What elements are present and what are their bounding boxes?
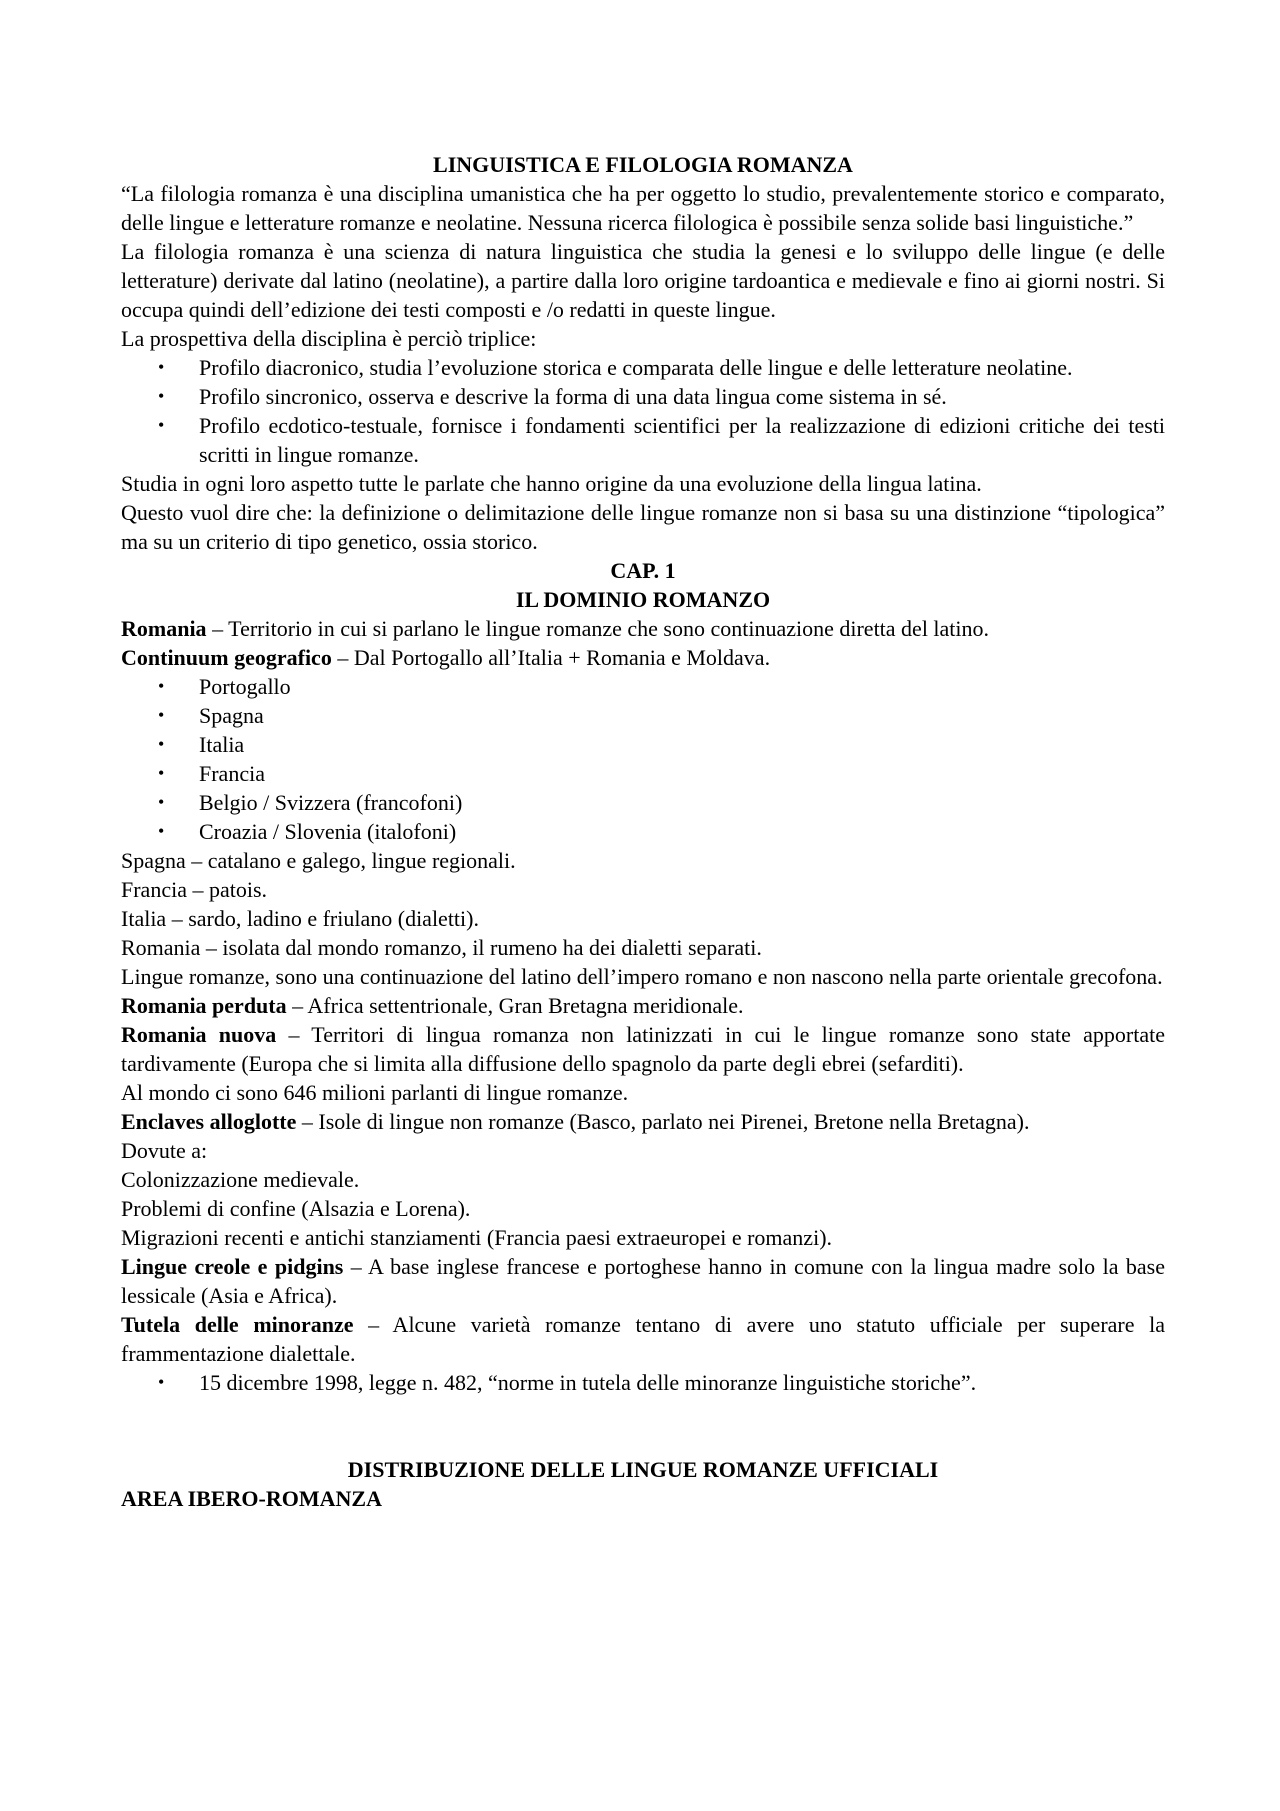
bullet-icon: •: [158, 386, 165, 406]
bullet-icon: •: [158, 676, 165, 696]
list-item: • Spagna: [158, 703, 264, 728]
list-item: • Portogallo: [158, 674, 291, 699]
list-item: • Profilo diacronico, studia l’evoluzione storica e comparata delle lingue e delle letterature neolatine.: [158, 355, 1073, 380]
perspective-intro: La prospettiva della disciplina è perciò triplice:: [121, 326, 537, 351]
creole-definition: Lingue creole e pidgins – A base inglese francese e portoghese hanno in comune con la lingua madre solo la base lessicale (Asia e Africa).: [121, 1254, 1165, 1308]
bullet-icon: •: [158, 763, 165, 783]
intro-definition: La filologia romanza è una scienza di natura linguistica che studia la genesi e lo sviluppo delle lingue (e delle letterature) derivate dal latino (neolatine), a partire dalla loro origine tardoantica e medievale e fino ai giorni nostri. Si occupa quindi dell’edizione dei testi composti e /o redatti in queste lingue.: [121, 239, 1165, 322]
term: Lingue creole e pidgins: [121, 1254, 344, 1279]
list-item: • Croazia / Slovenia (italofoni): [158, 819, 457, 844]
bullet-icon: •: [158, 792, 165, 812]
romania-perduta-definition: Romania perduta – Africa settentrionale, Gran Bretagna meridionale.: [121, 993, 744, 1018]
countries-list: [121, 672, 1165, 846]
list-item: • Profilo ecdotico-testuale, fornisce i fondamenti scientifici per la realizzazione di edizioni critiche dei testi scritti in lingue romanze.: [158, 413, 1165, 467]
romania-nuova-definition: Romania nuova – Territori di lingua romanza non latinizzati in cui le lingue romanze sono state apportate tardivamente (Europa che si limita alla diffusione dello spagnolo da parte degli ebrei (sefarditi).: [121, 1022, 1165, 1076]
bullet-icon: •: [158, 705, 165, 725]
term: Tutela delle minoranze: [121, 1312, 354, 1337]
enclaves-definition: Enclaves alloglotte – Isole di lingue non romanze (Basco, parlato nei Pirenei, Bretone nella Bretagna).: [121, 1109, 1030, 1134]
term: Romania: [121, 616, 207, 641]
cause-line: Migrazioni recenti e antichi stanziamenti (Francia paesi extraeuropei e romanzi).: [121, 1225, 833, 1250]
regional-line: Francia – patois.: [121, 877, 268, 902]
list-item: • Profilo sincronico, osserva e descrive la forma di una data lingua come sistema in sé.: [158, 384, 947, 409]
romania-definition: Romania – Territorio in cui si parlano le lingue romanze che sono continuazione diretta del latino.: [121, 616, 990, 641]
intro-quote: “La filologia romanza è una disciplina umanistica che ha per oggetto lo studio, prevalentemente storico e comparato, delle lingue e letterature romanze e neolatine. Nessuna ricerca filologica è possibile senza solide basi linguistiche.”: [121, 181, 1165, 235]
list-item: • Italia: [158, 732, 245, 757]
bullet-icon: •: [158, 415, 165, 435]
regional-line: Spagna – catalano e galego, lingue regionali.: [121, 848, 516, 873]
list-item: • 15 dicembre 1998, legge n. 482, “norme in tutela delle minoranze linguistiche storiche”.: [158, 1370, 977, 1395]
document-title: LINGUISTICA E FILOLOGIA ROMANZA: [433, 152, 853, 177]
term: Romania nuova: [121, 1022, 277, 1047]
section-title: DISTRIBUZIONE DELLE LINGUE ROMANZE UFFICIALI: [347, 1457, 939, 1482]
spacer: [121, 1397, 1165, 1455]
regional-line: Romania – isolata dal mondo romanzo, il rumeno ha dei dialetti separati.: [121, 935, 762, 960]
term: Enclaves alloglotte: [121, 1109, 297, 1134]
document-page: [121, 150, 1165, 1513]
term: Continuum geografico: [121, 645, 332, 670]
regional-line: Italia – sardo, ladino e friulano (dialetti).: [121, 906, 479, 931]
subsection-title: AREA IBERO-ROMANZA: [121, 1486, 382, 1511]
term: Romania perduta: [121, 993, 287, 1018]
law-list: [121, 1368, 1165, 1397]
bullet-icon: •: [158, 734, 165, 754]
speakers-count: Al mondo ci sono 646 milioni parlanti di lingue romanze.: [121, 1080, 629, 1105]
continuum-definition: Continuum geografico – Dal Portogallo all’Italia + Romania e Moldava.: [121, 645, 771, 670]
chapter-title: IL DOMINIO ROMANZO: [515, 587, 771, 612]
bullet-icon: •: [158, 357, 165, 377]
list-item: • Belgio / Svizzera (francofoni): [158, 790, 463, 815]
cause-line: Dovute a:: [121, 1138, 208, 1163]
definition-basis-paragraph: Questo vuol dire che: la definizione o delimitazione delle lingue romanze non si basa su una distinzione “tipologica” ma su un criterio di tipo genetico, ossia storico.: [121, 500, 1165, 554]
cause-line: Problemi di confine (Alsazia e Lorena).: [121, 1196, 471, 1221]
regional-line: Lingue romanze, sono una continuazione del latino dell’impero romano e non nascono nella parte orientale grecofona.: [121, 964, 1163, 989]
perspectives-list: [121, 353, 1165, 469]
bullet-icon: •: [158, 821, 165, 841]
scope-paragraph: Studia in ogni loro aspetto tutte le parlate che hanno origine da una evoluzione della lingua latina.: [121, 471, 982, 496]
cause-line: Colonizzazione medievale.: [121, 1167, 360, 1192]
tutela-definition: Tutela delle minoranze – Alcune varietà romanze tentano di avere uno statuto ufficiale per superare la frammentazione dialettale.: [121, 1312, 1165, 1366]
chapter-number: CAP. 1: [610, 558, 676, 583]
bullet-icon: •: [158, 1372, 165, 1392]
list-item: • Francia: [158, 761, 265, 786]
